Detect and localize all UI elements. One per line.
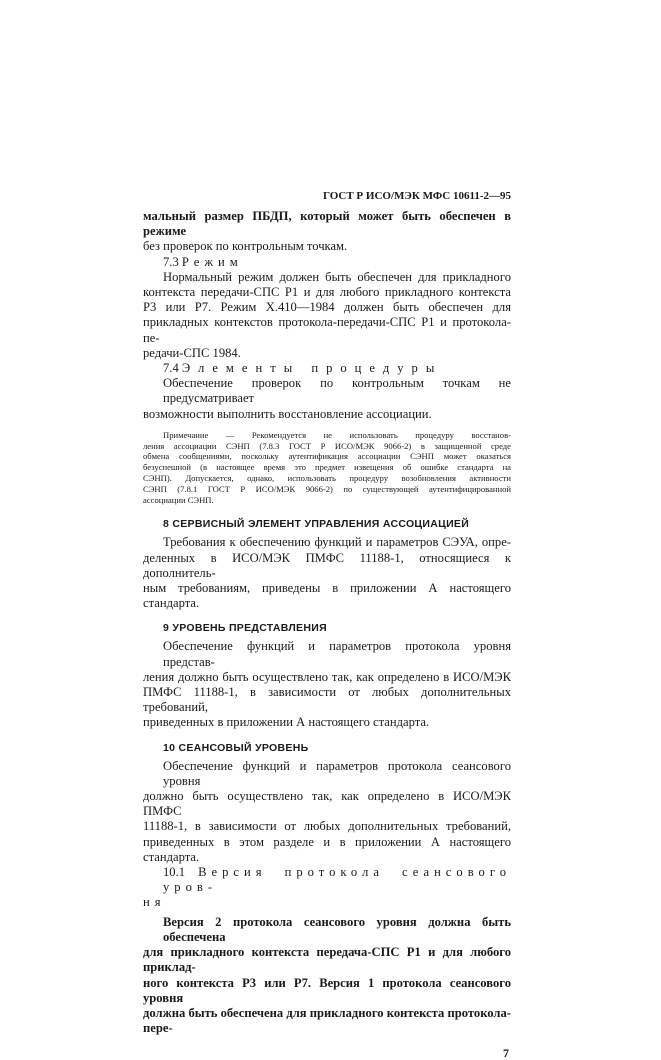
section-7-4-heading: [143, 361, 511, 376]
text-line: Требования к обеспечению функций и параметров СЭУА, опре-: [163, 535, 511, 550]
section-10-paragraph: [143, 759, 511, 865]
section-number: 7.4: [163, 361, 179, 376]
text-line: Версия 2 протокола сеансового уровня должна быть обеспечена: [163, 914, 511, 944]
text-line: ным требованиям, приведены в приложении А настоящего стандарта.: [143, 581, 511, 611]
text-line: Обеспечение функций и параметров протокола уровня представ-: [163, 639, 511, 669]
text-line: контекста передачи-СПС Р1 и для любого прикладного контекста: [143, 285, 511, 300]
section-10-1-heading: [143, 865, 511, 911]
section-10-1-paragraph: [143, 915, 511, 1037]
text-line: Нормальный режим должен быть обеспечен для прикладного: [163, 269, 511, 284]
section-title: Версия протокола сеансового уров-: [163, 865, 512, 895]
text-line: 11188-1, в зависимости от любых дополнительных требований,: [143, 819, 511, 834]
note-line: СЭНП). Допускается, однако, использовать процедуру возобновления активности: [143, 473, 511, 484]
note: [143, 430, 511, 506]
section-title: Элементы процедуры: [181, 361, 443, 376]
section-number: 7.3: [163, 254, 179, 269]
section-8-heading: 8 СЕРВИСНЫЙ ЭЛЕМЕНТ УПРАВЛЕНИЯ АССОЦИАЦИЕЙ: [163, 518, 470, 531]
text-line: ления должно быть осуществлено так, как определено в ИСО/МЭК: [143, 669, 511, 684]
text-line: прикладных контекстов протокола-передачи-СПС Р1 и протокола-пе-: [143, 315, 511, 345]
page-number: 7: [503, 1046, 509, 1060]
section-10-heading: 10 СЕАНСОВЫЙ УРОВЕНЬ: [163, 741, 309, 754]
text-line: возможности выполнить восстановление ассоциации.: [143, 406, 432, 421]
text-line: должно быть осуществлено так, как определено в ИСО/МЭК ПМФС: [143, 789, 511, 819]
running-header: ГОСТ Р ИСО/МЭК МФС 10611-2—95: [322, 190, 511, 202]
text-line: Р3 или Р7. Режим Х.410—1984 должен быть обеспечен для: [143, 300, 511, 315]
note-line: ления ассоциации СЭНП (7.8.3 ГОСТ Р ИСО/МЭК 9066-2) в защищенной среде: [143, 440, 511, 451]
note-line: СЭНП (7.8.1 ГОСТ Р ИСО/МЭК 9066-2) по существующей аутентифицированной: [143, 483, 511, 494]
section-8-paragraph: [143, 535, 511, 611]
section-number: 10.1: [163, 865, 186, 880]
text-line: Обеспечение функций и параметров протокола сеансового уровня: [163, 758, 511, 788]
section-7-4-paragraph: [143, 376, 511, 422]
text-line: для прикладного контекста передача-СПС Р1 и для любого приклад-: [143, 945, 511, 975]
text-line: редачи-СПС 1984.: [143, 345, 241, 360]
section-title-continuation: ня: [143, 895, 166, 910]
page-body: [143, 209, 511, 1060]
section-title: Режим: [181, 254, 243, 269]
text-line: ПМФС 11188-1, в зависимости от любых дополнительных требований,: [143, 685, 511, 715]
text-line: приведенных в приложении А настоящего стандарта.: [143, 715, 430, 730]
section-9-paragraph: [143, 639, 511, 730]
text-line: Обеспечение проверок по контрольным точкам не предусматривает: [163, 376, 511, 406]
note-line: безуспешной (в настоящее время это предмет извещения об ошибке стандарта на: [143, 462, 511, 473]
section-9-heading: 9 УРОВЕНЬ ПРЕДСТАВЛЕНИЯ: [163, 622, 327, 635]
note-line: ассоциации СЭНП.: [143, 494, 214, 505]
text-line: деленных в ИСО/МЭК ПМФС 11188-1, относящиеся к дополнитель-: [143, 550, 511, 580]
text-line: без проверок по контрольным точкам.: [143, 239, 348, 254]
text-line: ного контекста Р3 или Р7. Версия 1 протокола сеансового уровня: [143, 975, 511, 1005]
paragraph-continuation: [143, 209, 511, 255]
text-line: мальный размер ПБДП, который может быть обеспечен в режиме: [143, 209, 511, 239]
note-line: Примечание — Рекомендуется не использовать процедуру восстанов-: [163, 429, 511, 440]
section-7-3-paragraph: [143, 270, 511, 361]
text-line: приведенных в этом разделе и в приложении А настоящего стандарта.: [143, 834, 511, 864]
note-line: обмена сообщениями, поскольку аутентификация ассоциации СЭНП может оказаться: [143, 451, 511, 462]
text-line: должна быть обеспечена для прикладного контекста протокола-пере-: [143, 1005, 511, 1036]
section-7-3-heading: [143, 255, 511, 270]
